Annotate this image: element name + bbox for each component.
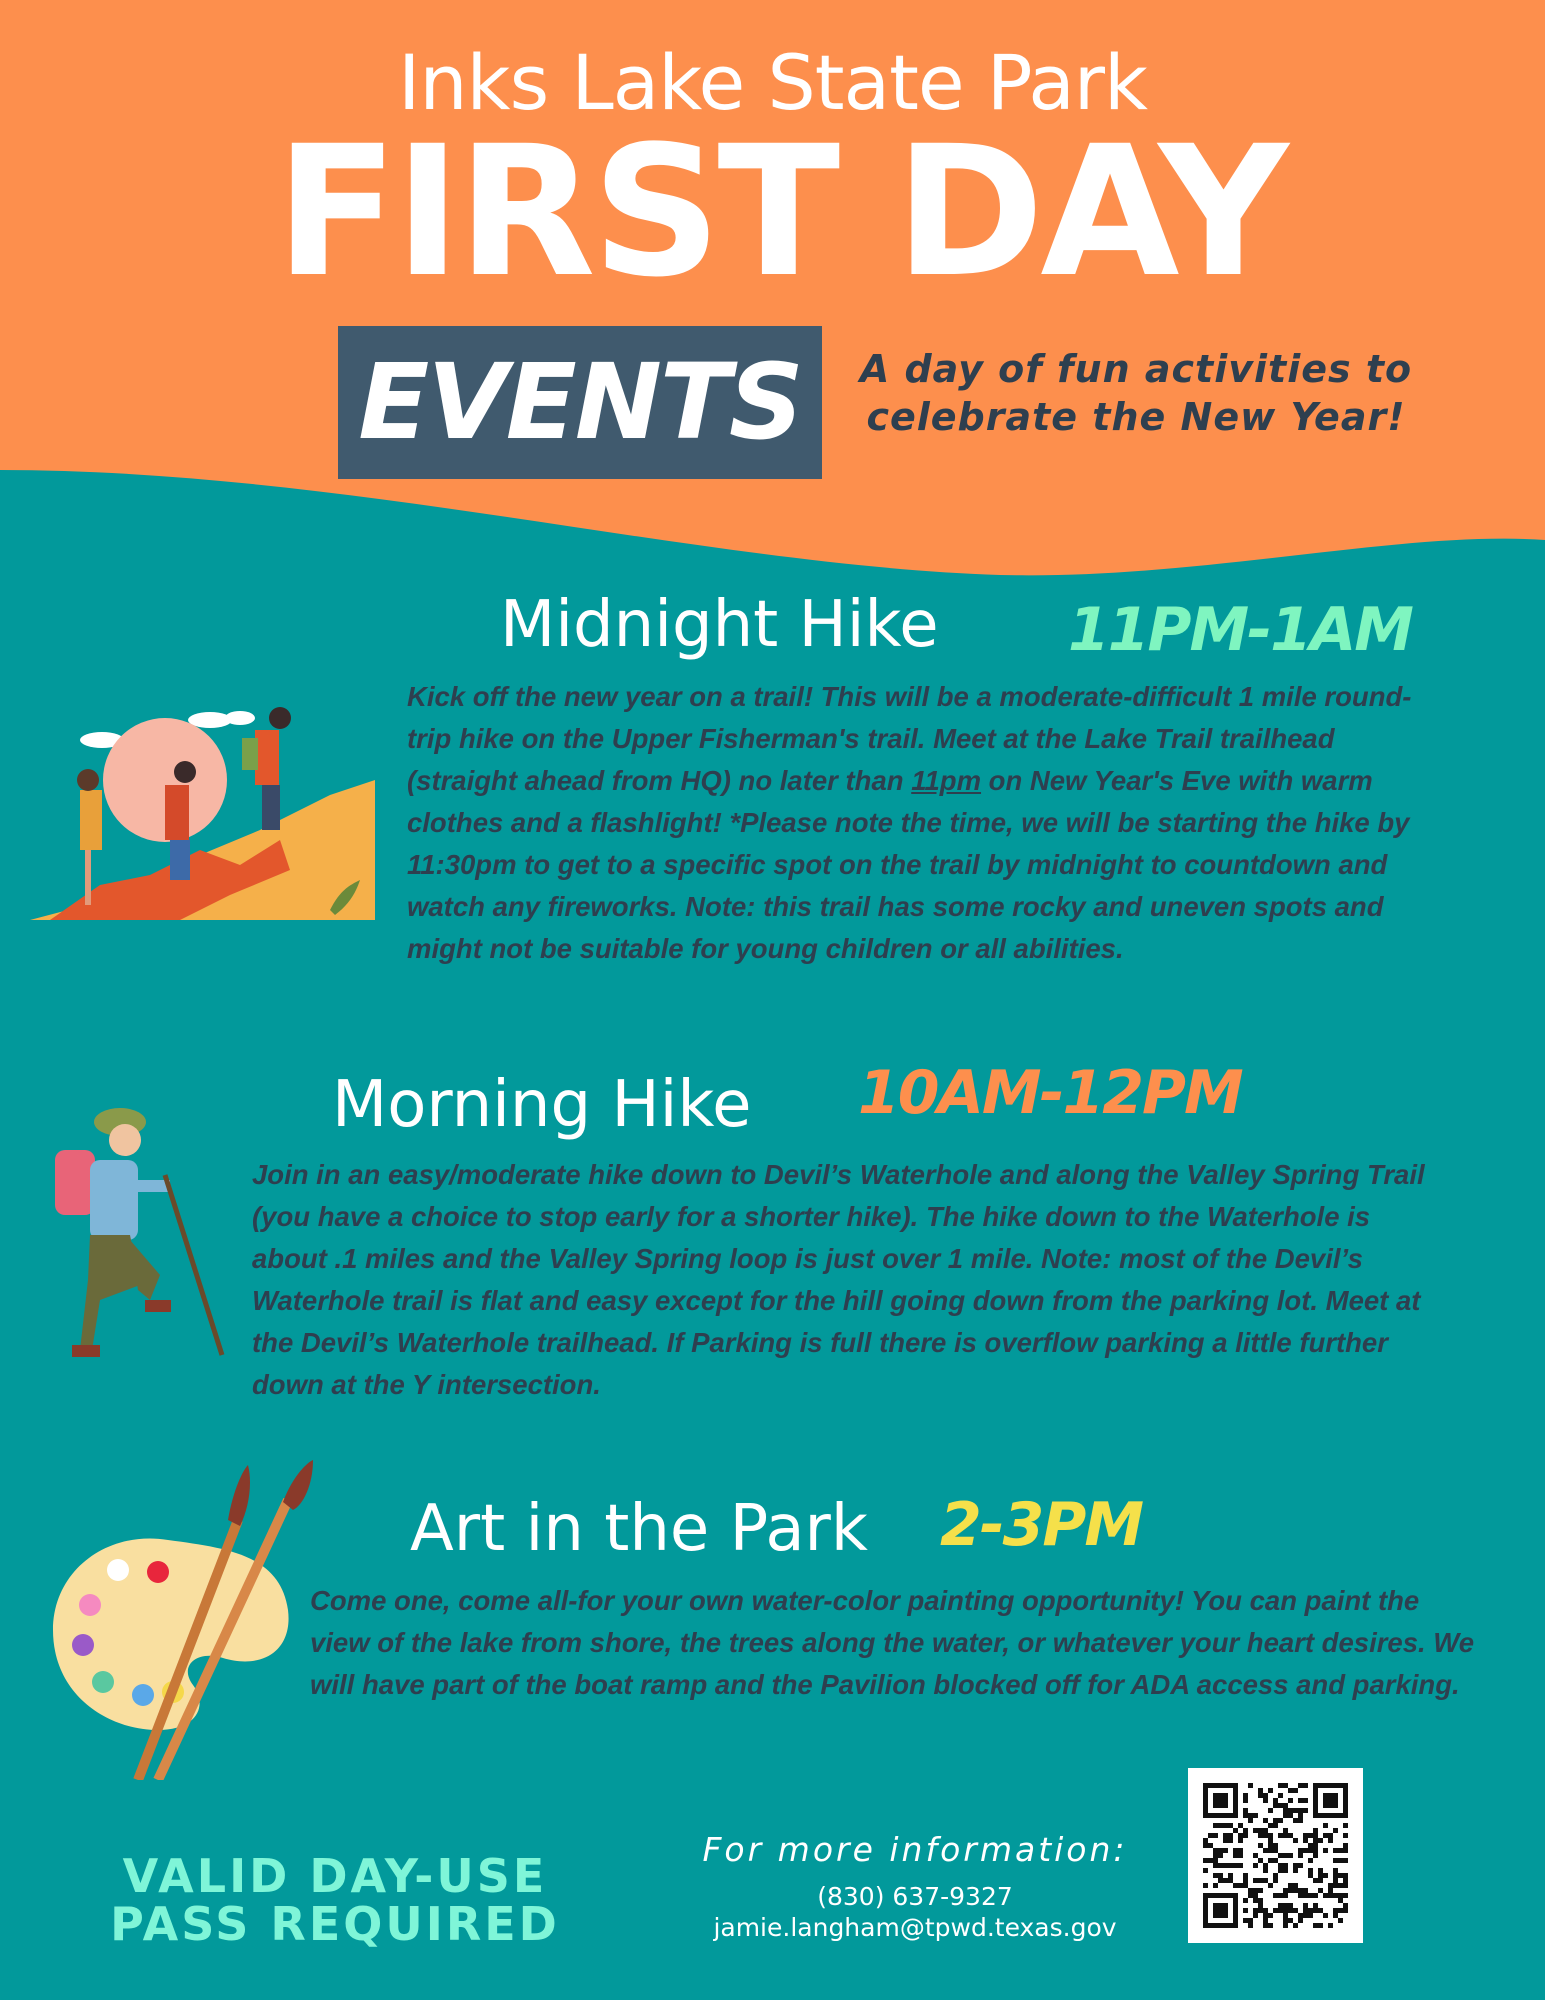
morning-hike-description: Join in an easy/moderate hike down to Devil’s Waterhole and along the Valley Spring Trail (you have a choice to stop early for a shorter hike). The hike down to the Waterhole is about .1 miles and the Valley Spring loop is just over 1 mile. Note: most of the Devil’s Waterhole trail is flat and easy except for the hill going down from the parking lot. Meet at the Devil’s Waterhole trailhead. If Parking is full there is overflow parking a little further down at the Y intersection. xyxy=(252,1159,1425,1400)
tagline-line2: celebrate the New Year! xyxy=(866,395,1406,439)
midnight-hike-description xyxy=(407,676,1447,970)
qr-code[interactable] xyxy=(1188,1768,1363,1943)
page-title: FIRST DAY xyxy=(275,108,1285,317)
qr-code-icon xyxy=(1188,1768,1363,1943)
paint-palette-illustration xyxy=(48,1460,318,1780)
tagline xyxy=(846,345,1426,441)
park-name: Inks Lake State Park xyxy=(397,38,1148,127)
art-in-the-park-heading: Art in the Park xyxy=(410,1492,868,1566)
contact-phone: (830) 637-9327 xyxy=(817,1882,1013,1911)
hiker-illustration xyxy=(50,1100,230,1365)
hikers-illustration xyxy=(30,680,380,925)
day-use-pass-notice xyxy=(90,1849,580,1951)
midnight-hike-time-underlined: 11pm xyxy=(911,765,982,796)
art-in-the-park-description: Come one, come all-for your own water-color painting opportunity! You can paint the view of the lake from shore, the trees along the water, or whatever your heart desires. We will have part of the boat ramp and the Pavilion blocked off for ADA access and parking. xyxy=(310,1585,1475,1700)
midnight-hike-description-part2: on New Year's Eve with warm clothes and a flashlight! *Please note the time, we will be starting the hike by 11:30pm to get to a specific spot on the trail by midnight to countdown and watch any fireworks. Note: this trail has some rocky and uneven spots and might not be suitable for young children or all abilities. xyxy=(407,765,1410,964)
midnight-hike-time: 11PM-1AM xyxy=(1068,595,1412,665)
tagline-line1: A day of fun activities to xyxy=(859,347,1413,391)
art-in-the-park-time: 2-3PM xyxy=(940,1490,1143,1560)
pass-line2: PASS REQUIRED xyxy=(110,1897,560,1951)
midnight-hike-heading: Midnight Hike xyxy=(500,588,939,662)
more-info-label: For more information: xyxy=(702,1830,1128,1869)
morning-hike-heading: Morning Hike xyxy=(332,1068,752,1142)
morning-hike-time: 10AM-12PM xyxy=(858,1058,1242,1128)
midnight-hike-description-part1: Kick off the new year on a trail! This will be a moderate-difficult 1 mile round-trip hike on the Upper Fisherman's trail. Meet at the Lake Trail trailhead (straight ahead from HQ) no later than xyxy=(407,681,1412,796)
contact-email[interactable]: jamie.langham@tpwd.texas.gov xyxy=(713,1913,1117,1942)
pass-line1: VALID DAY-USE xyxy=(122,1849,548,1903)
events-label: EVENTS xyxy=(358,341,802,463)
